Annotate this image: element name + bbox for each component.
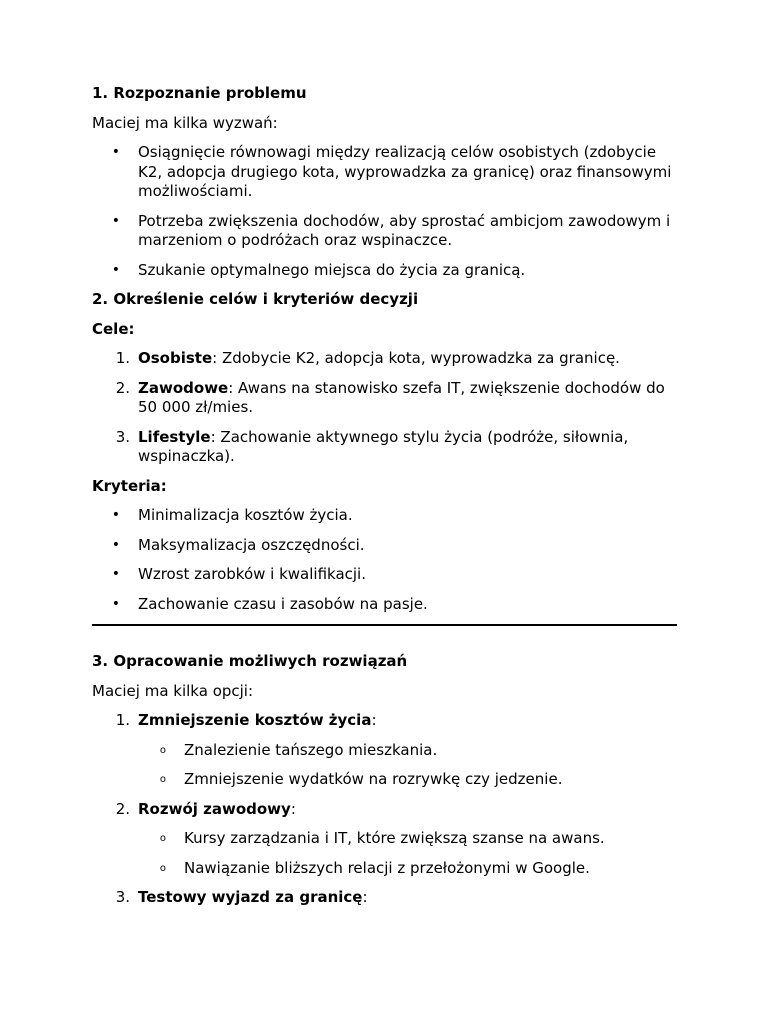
option-colon: :	[371, 711, 377, 729]
bullet-icon: •	[111, 144, 120, 160]
list-item-text: Szukanie optymalnego miejsca do życia za granicą.	[138, 260, 526, 279]
sub-list-item-text: Znalezienie tańszego mieszkania.	[184, 740, 438, 759]
list-item	[92, 379, 677, 418]
option-colon: :	[362, 888, 368, 906]
list-item-text: Minimalizacja kosztów życia.	[138, 506, 353, 524]
sub-list-item-text: Zmniejszenie wydatków na rozrywkę czy jedzenie.	[184, 770, 563, 788]
bullet-icon: •	[111, 507, 120, 523]
list-item	[92, 428, 677, 467]
list-number: 1.	[115, 711, 130, 729]
list-item-text: Zachowanie czasu i zasobów na pasje.	[138, 594, 428, 613]
goal-description: : Zachowanie aktywnego stylu życia (podróże, siłownia, wspinaczka).	[138, 427, 629, 465]
option-sublist	[138, 741, 677, 790]
sub-list-item-text: Kursy zarządzania i IT, które zwiększą szanse na awans.	[184, 829, 605, 847]
criteria-label: Kryteria:	[92, 476, 167, 495]
goal-title: Osobiste	[138, 349, 213, 367]
list-number: 2.	[115, 378, 130, 397]
sub-list-item	[138, 829, 677, 849]
list-number: 2.	[115, 799, 130, 818]
criteria-list	[92, 506, 677, 614]
list-item	[92, 506, 677, 526]
list-item	[92, 800, 677, 879]
goal-description: : Zdobycie K2, adopcja kota, wyprowadzka za granicę.	[212, 349, 620, 367]
sub-list-item-text: Nawiązanie bliższych relacji z przełożonymi w Google.	[184, 858, 590, 877]
challenges-list	[92, 143, 677, 280]
bullet-icon: •	[111, 261, 120, 278]
circle-bullet-icon: o	[159, 862, 166, 874]
bullet-icon: •	[111, 595, 120, 612]
section-2-heading: 2. Określenie celów i kryteriów decyzji	[92, 290, 419, 308]
bullet-icon: •	[111, 212, 120, 229]
list-item	[92, 212, 677, 251]
circle-bullet-icon: o	[159, 833, 166, 844]
option-sublist	[138, 829, 677, 878]
sub-list-item	[138, 859, 677, 879]
options-list	[92, 711, 677, 908]
section-3-heading: 3. Opracowanie możliwych rozwiązań	[92, 652, 408, 670]
list-item	[92, 888, 677, 908]
sub-list-item	[138, 770, 677, 790]
list-item	[92, 565, 677, 585]
list-number: 3.	[115, 888, 130, 906]
list-item	[92, 595, 677, 615]
list-item-text: Wzrost zarobków i kwalifikacji.	[138, 565, 366, 583]
list-item	[92, 536, 677, 556]
section-1-intro: Maciej ma kilka wyzwań:	[92, 113, 278, 132]
circle-bullet-icon: o	[159, 744, 166, 756]
list-item-text: Potrzeba zwiększenia dochodów, aby sprostać ambicjom zawodowym i marzeniom o podróżach oraz wspinaczce.	[138, 211, 671, 249]
list-number: 1.	[115, 349, 130, 367]
option-title: Zmniejszenie kosztów życia	[138, 711, 372, 729]
list-item-text: Osiągnięcie równowagi między realizacją celów osobistych (zdobycie K2, adopcja drugiego kota, wyprowadzka za granicę) oraz finansowymi możliwościami.	[138, 143, 672, 200]
option-title: Testowy wyjazd za granicę	[138, 888, 363, 906]
goal-title: Zawodowe	[138, 378, 229, 397]
goals-list	[92, 349, 677, 467]
section-divider	[92, 624, 677, 626]
document-page	[92, 84, 677, 918]
list-item-text: Maksymalizacja oszczędności.	[138, 535, 365, 554]
list-number: 3.	[115, 427, 130, 446]
sub-list-item	[138, 741, 677, 761]
list-item	[92, 143, 677, 202]
goals-label: Cele:	[92, 319, 135, 338]
section-3-intro: Maciej ma kilka opcji:	[92, 681, 254, 700]
bullet-icon: •	[111, 566, 120, 582]
list-item	[92, 711, 677, 790]
list-item	[92, 261, 677, 281]
bullet-icon: •	[111, 536, 120, 553]
option-title: Rozwój zawodowy	[138, 799, 291, 818]
circle-bullet-icon: o	[159, 774, 166, 785]
goal-title: Lifestyle	[138, 427, 211, 446]
section-1-heading: 1. Rozpoznanie problemu	[92, 84, 307, 102]
option-colon: :	[290, 799, 296, 818]
goal-description: : Awans na stanowisko szefa IT, zwiększenie dochodów do 50 000 zł/mies.	[138, 378, 665, 416]
list-item	[92, 349, 677, 369]
